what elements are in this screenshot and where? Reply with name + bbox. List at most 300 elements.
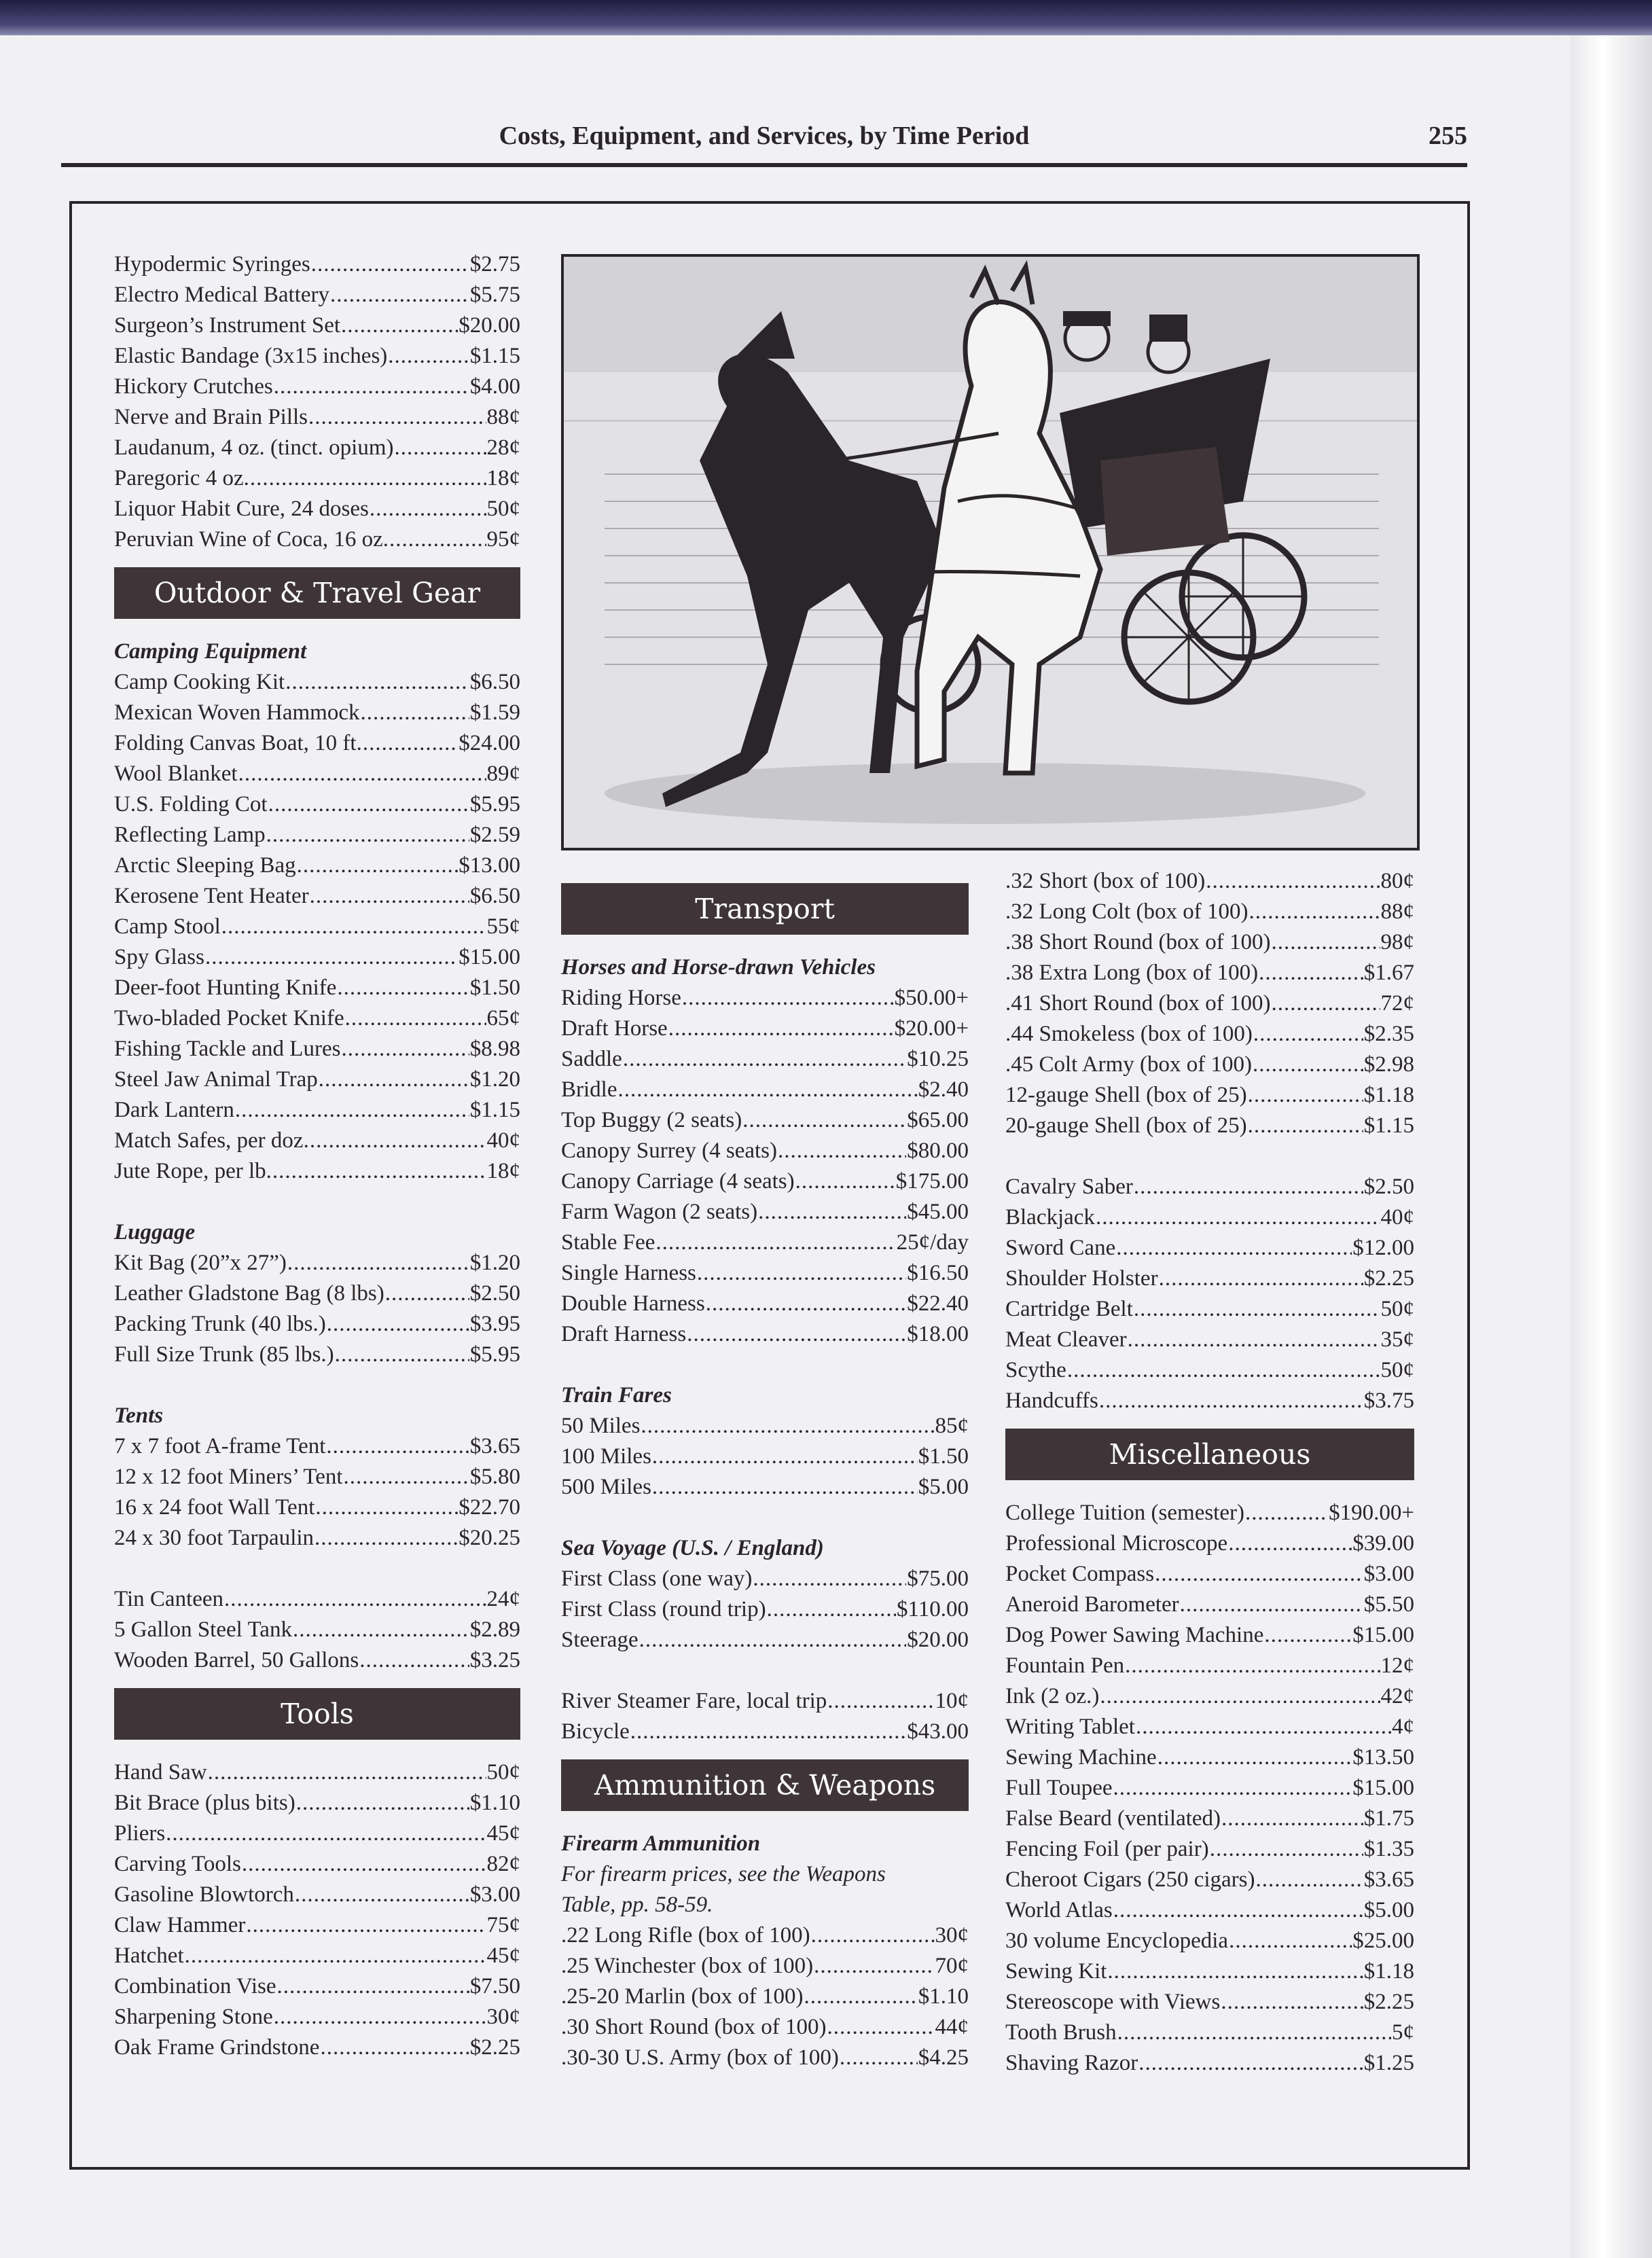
item-price: 50¢ bbox=[486, 1760, 520, 1785]
price-row-12-gauge-shell-box-of-25 bbox=[1005, 1080, 1414, 1111]
spacer bbox=[561, 1350, 969, 1380]
price-row-meat-cleaver bbox=[1005, 1325, 1414, 1355]
item-label: Claw Hammer bbox=[114, 1913, 246, 1937]
price-row-draft-horse bbox=[561, 1014, 969, 1044]
item-price: 25¢/day bbox=[896, 1230, 969, 1255]
item-label: Packing Trunk (40 lbs.) bbox=[114, 1312, 326, 1336]
spacer bbox=[114, 1370, 520, 1401]
item-label: World Atlas bbox=[1005, 1898, 1113, 1922]
dot-leader bbox=[1264, 1620, 1352, 1651]
item-price: $12.00 bbox=[1352, 1236, 1414, 1260]
dot-leader bbox=[767, 1594, 896, 1625]
item-label: Folding Canvas Boat, 10 ft. bbox=[114, 731, 362, 755]
price-row-combination-vise bbox=[114, 1971, 520, 2002]
item-price: $10.25 bbox=[907, 1047, 969, 1071]
price-row-25-20-marlin-box-of-100 bbox=[561, 1982, 969, 2012]
item-label: Match Safes, per doz. bbox=[114, 1128, 309, 1153]
item-label: Cartridge Belt bbox=[1005, 1297, 1133, 1321]
dot-leader bbox=[224, 1584, 486, 1615]
dot-leader bbox=[668, 1014, 894, 1044]
price-row-paregoric-4-oz bbox=[114, 463, 520, 494]
price-row-30-30-u-s-army-box-of-100 bbox=[561, 2043, 969, 2073]
item-price: $2.59 bbox=[469, 823, 520, 847]
carriage-drawing bbox=[564, 257, 1417, 848]
dot-leader bbox=[274, 2002, 486, 2032]
dot-leader bbox=[706, 1289, 907, 1319]
dot-leader bbox=[295, 1880, 469, 1910]
dot-leader bbox=[310, 1126, 486, 1156]
dot-leader bbox=[1228, 1528, 1352, 1559]
item-price: $1.50 bbox=[918, 1444, 969, 1469]
price-row-tin-canteen bbox=[114, 1584, 520, 1615]
item-price: $75.00 bbox=[907, 1566, 969, 1591]
dot-leader bbox=[388, 341, 469, 372]
dot-leader bbox=[308, 402, 486, 433]
item-label: Full Size Trunk (85 lbs.) bbox=[114, 1342, 334, 1367]
price-row-30-volume-encyclopedia bbox=[1005, 1926, 1414, 1956]
item-price: $50.00+ bbox=[894, 986, 969, 1010]
item-price: 18¢ bbox=[486, 466, 520, 490]
price-row-electro-medical-battery bbox=[114, 280, 520, 310]
item-label: .25 Winchester (box of 100) bbox=[561, 1954, 814, 1978]
column-right bbox=[1005, 866, 1414, 2079]
item-price: $20.00 bbox=[459, 313, 520, 338]
item-price: $3.75 bbox=[1363, 1388, 1414, 1413]
dot-leader bbox=[1116, 1233, 1352, 1264]
item-label: Handcuffs bbox=[1005, 1388, 1098, 1413]
item-label: 20-gauge Shell (box of 25) bbox=[1005, 1113, 1247, 1138]
price-row-sewing-machine bbox=[1005, 1742, 1414, 1773]
item-price: $2.35 bbox=[1363, 1022, 1414, 1046]
item-label: Two-bladed Pocket Knife bbox=[114, 1006, 344, 1031]
dot-leader bbox=[1067, 1355, 1380, 1386]
item-price: $1.20 bbox=[469, 1067, 520, 1092]
dot-leader bbox=[758, 1197, 906, 1227]
dot-leader bbox=[827, 2012, 935, 2043]
dot-leader bbox=[811, 1920, 935, 1951]
price-row-100-miles bbox=[561, 1441, 969, 1472]
item-label: Blackjack bbox=[1005, 1205, 1095, 1230]
price-row-false-beard-ventilated bbox=[1005, 1804, 1414, 1834]
item-price: 85¢ bbox=[935, 1414, 969, 1438]
item-label: Writing Tablet bbox=[1005, 1715, 1135, 1739]
item-label: Saddle bbox=[561, 1047, 622, 1071]
item-label: 5 Gallon Steel Tank bbox=[114, 1617, 292, 1642]
dot-leader bbox=[1107, 1956, 1363, 1987]
price-row-tooth-brush bbox=[1005, 2018, 1414, 2048]
price-row-world-atlas bbox=[1005, 1895, 1414, 1926]
item-label: Combination Vise bbox=[114, 1974, 276, 1999]
dot-leader bbox=[1155, 1559, 1363, 1590]
item-price: $7.50 bbox=[469, 1974, 520, 1999]
item-price: $4.25 bbox=[918, 2045, 969, 2070]
price-row-claw-hammer bbox=[114, 1910, 520, 1941]
price-row-nerve-and-brain-pills bbox=[114, 402, 520, 433]
item-price: $6.50 bbox=[469, 884, 520, 908]
price-row-leather-gladstone-bag-8-lbs bbox=[114, 1278, 520, 1309]
item-label: Professional Microscope bbox=[1005, 1531, 1228, 1556]
price-row-5-gallon-steel-tank bbox=[114, 1615, 520, 1645]
item-label: Hatchet bbox=[114, 1943, 184, 1968]
item-label: Kit Bag (20”x 27”) bbox=[114, 1251, 287, 1275]
dot-leader bbox=[319, 1064, 469, 1095]
item-label: Dark Lantern bbox=[114, 1098, 234, 1122]
price-row-saddle bbox=[561, 1044, 969, 1075]
item-price: $20.25 bbox=[459, 1526, 520, 1550]
reference-note: Table, pp. 58-59. bbox=[561, 1893, 713, 1917]
item-price: 42¢ bbox=[1380, 1684, 1414, 1708]
item-label: Nerve and Brain Pills bbox=[114, 405, 308, 429]
item-price: $3.95 bbox=[469, 1312, 520, 1336]
price-row-50-miles bbox=[561, 1411, 969, 1441]
item-price: $1.18 bbox=[1363, 1959, 1414, 1984]
item-label: Deer-foot Hunting Knife bbox=[114, 975, 337, 1000]
item-label: .30 Short Round (box of 100) bbox=[561, 2015, 827, 2039]
item-label: 24 x 30 foot Tarpaulin bbox=[114, 1526, 315, 1550]
item-price: $2.25 bbox=[469, 2035, 520, 2060]
item-price: $1.15 bbox=[1363, 1113, 1414, 1138]
item-price: $1.10 bbox=[918, 1984, 969, 2009]
item-label: Sewing Machine bbox=[1005, 1745, 1157, 1770]
item-price: $15.00 bbox=[1352, 1623, 1414, 1647]
price-row-first-class-one-way bbox=[561, 1564, 969, 1594]
dot-leader bbox=[641, 1411, 934, 1441]
subsection-title-sea-voyage-u-s-england: Sea Voyage (U.S. / England) bbox=[561, 1536, 824, 1560]
item-label: Hickory Crutches bbox=[114, 374, 273, 399]
item-price: 98¢ bbox=[1380, 930, 1414, 954]
item-price: $1.20 bbox=[469, 1251, 520, 1275]
item-label: U.S. Folding Cot bbox=[114, 792, 268, 817]
item-price: $3.65 bbox=[1363, 1867, 1414, 1892]
dot-leader bbox=[208, 1757, 486, 1788]
item-price: $1.10 bbox=[469, 1791, 520, 1815]
price-row-scythe bbox=[1005, 1355, 1414, 1386]
item-price: $6.50 bbox=[469, 670, 520, 694]
spacer bbox=[561, 1503, 969, 1533]
price-row-draft-harness bbox=[561, 1319, 969, 1350]
item-label: River Steamer Fare, local trip bbox=[561, 1689, 827, 1713]
item-label: Pocket Compass bbox=[1005, 1562, 1155, 1586]
dot-leader bbox=[296, 1788, 469, 1818]
price-row-fountain-pen bbox=[1005, 1651, 1414, 1681]
item-price: $25.00 bbox=[1352, 1929, 1414, 1953]
price-row-folding-canvas-boat-10-ft bbox=[114, 728, 520, 759]
dot-leader bbox=[682, 983, 894, 1014]
item-label: Wool Blanket bbox=[114, 761, 238, 786]
item-label: Camp Stool bbox=[114, 914, 221, 939]
dot-leader bbox=[1096, 1202, 1380, 1233]
dot-leader bbox=[277, 1971, 469, 2002]
item-label: Shoulder Holster bbox=[1005, 1266, 1158, 1291]
item-price: 40¢ bbox=[1380, 1205, 1414, 1230]
item-label: Hand Saw bbox=[114, 1760, 207, 1785]
item-price: $8.98 bbox=[469, 1037, 520, 1061]
price-row-fencing-foil-per-pair bbox=[1005, 1834, 1414, 1865]
item-label: College Tuition (semester) bbox=[1005, 1501, 1244, 1525]
price-row-24-x-30-foot-tarpaulin bbox=[114, 1523, 520, 1554]
item-price: $80.00 bbox=[907, 1139, 969, 1163]
price-row-pocket-compass bbox=[1005, 1559, 1414, 1590]
price-row-fishing-tackle-and-lures bbox=[114, 1034, 520, 1064]
section-heading-outdoor-travel-gear: Outdoor & Travel Gear bbox=[114, 567, 520, 619]
price-row-12-x-12-foot-miners-tent bbox=[114, 1462, 520, 1492]
price-row-steerage bbox=[561, 1625, 969, 1655]
page-number: 255 bbox=[1429, 122, 1467, 150]
item-price: $15.00 bbox=[1352, 1776, 1414, 1800]
item-label: Reflecting Lamp bbox=[114, 823, 266, 847]
dot-leader bbox=[221, 912, 486, 942]
item-price: $190.00+ bbox=[1329, 1501, 1414, 1525]
item-price: $13.50 bbox=[1352, 1745, 1414, 1770]
dot-leader bbox=[652, 1441, 918, 1472]
item-price: $45.00 bbox=[907, 1200, 969, 1224]
item-price: 18¢ bbox=[486, 1159, 520, 1183]
dot-leader bbox=[285, 667, 469, 698]
item-price: 40¢ bbox=[486, 1128, 520, 1153]
price-row-college-tuition-semester bbox=[1005, 1498, 1414, 1528]
price-row-wooden-barrel-50-gallons bbox=[114, 1645, 520, 1676]
item-label: Stable Fee bbox=[561, 1230, 656, 1255]
price-row-laudanum-4-oz-tinct-opium bbox=[114, 433, 520, 463]
spacer bbox=[114, 1554, 520, 1584]
price-row-reflecting-lamp bbox=[114, 820, 520, 850]
item-label: Mexican Woven Hammock bbox=[114, 700, 360, 725]
item-label: Laudanum, 4 oz. (tinct. opium) bbox=[114, 435, 394, 460]
price-row-full-toupee bbox=[1005, 1773, 1414, 1804]
dot-leader bbox=[697, 1258, 906, 1289]
item-label: Carving Tools bbox=[114, 1852, 241, 1876]
dot-leader bbox=[287, 1248, 469, 1278]
dot-leader bbox=[311, 249, 469, 280]
price-row-u-s-folding-cot bbox=[114, 789, 520, 820]
dot-leader bbox=[804, 1982, 918, 2012]
item-price: $24.00 bbox=[459, 731, 520, 755]
item-label: Spy Glass bbox=[114, 945, 204, 969]
price-row-32-short-box-of-100 bbox=[1005, 866, 1414, 897]
item-price: 10¢ bbox=[935, 1689, 969, 1713]
item-label: Arctic Sleeping Bag bbox=[114, 853, 296, 878]
item-label: Bicycle bbox=[561, 1719, 630, 1744]
item-price: $20.00 bbox=[907, 1628, 969, 1652]
item-label: .25-20 Marlin (box of 100) bbox=[561, 1984, 804, 2009]
item-price: $2.50 bbox=[1363, 1175, 1414, 1199]
price-row-mexican-woven-hammock bbox=[114, 698, 520, 728]
item-price: $1.25 bbox=[1363, 2051, 1414, 2075]
item-label: Jute Rope, per lb. bbox=[114, 1159, 272, 1183]
item-label: Dog Power Sawing Machine bbox=[1005, 1623, 1264, 1647]
price-row-38-short-round-box-of-100 bbox=[1005, 927, 1414, 958]
price-row-spy-glass bbox=[114, 942, 520, 973]
running-title: Costs, Equipment, and Services, by Time Period bbox=[499, 122, 1030, 150]
dot-leader bbox=[1253, 1019, 1363, 1050]
item-price: $18.00 bbox=[907, 1322, 969, 1346]
dot-leader bbox=[1113, 1895, 1363, 1926]
dot-leader bbox=[1125, 1651, 1380, 1681]
item-label: Fencing Foil (per pair) bbox=[1005, 1837, 1209, 1861]
dot-leader bbox=[327, 1309, 469, 1340]
item-label: Sword Cane bbox=[1005, 1236, 1116, 1260]
scan-top-band bbox=[0, 0, 1652, 35]
price-row-ink-2-oz bbox=[1005, 1681, 1414, 1712]
price-row-double-harness bbox=[561, 1289, 969, 1319]
dot-leader bbox=[326, 1431, 469, 1462]
price-row-stereoscope-with-views bbox=[1005, 1987, 1414, 2018]
price-row-liquor-habit-cure-24-doses bbox=[114, 494, 520, 524]
item-label: Cavalry Saber bbox=[1005, 1175, 1133, 1199]
item-label: Camp Cooking Kit bbox=[114, 670, 285, 694]
item-label: 50 Miles bbox=[561, 1414, 641, 1438]
price-row-hand-saw bbox=[114, 1757, 520, 1788]
item-price: $5.75 bbox=[469, 283, 520, 307]
item-price: $20.00+ bbox=[894, 1016, 969, 1041]
dot-leader bbox=[1206, 866, 1380, 897]
dot-leader bbox=[1248, 1080, 1363, 1111]
price-row-packing-trunk-40-lbs bbox=[114, 1309, 520, 1340]
price-row-aneroid-barometer bbox=[1005, 1590, 1414, 1620]
item-label: .44 Smokeless (box of 100) bbox=[1005, 1022, 1253, 1046]
item-label: Steel Jaw Animal Trap bbox=[114, 1067, 318, 1092]
item-label: Steerage bbox=[561, 1628, 639, 1652]
dot-leader bbox=[630, 1717, 906, 1747]
item-label: Aneroid Barometer bbox=[1005, 1592, 1179, 1617]
item-label: False Beard (ventilated) bbox=[1005, 1806, 1221, 1831]
dot-leader bbox=[274, 372, 469, 402]
price-row-sword-cane bbox=[1005, 1233, 1414, 1264]
item-price: $5.00 bbox=[1363, 1898, 1414, 1922]
price-row-bridle bbox=[561, 1075, 969, 1105]
item-price: 75¢ bbox=[486, 1913, 520, 1937]
price-row-bit-brace-plus-bits bbox=[114, 1788, 520, 1818]
dot-leader bbox=[185, 1941, 486, 1971]
dot-leader bbox=[238, 759, 486, 789]
item-price: $1.35 bbox=[1363, 1837, 1414, 1861]
price-row-canopy-surrey-4-seats bbox=[561, 1136, 969, 1166]
price-row-sewing-kit bbox=[1005, 1956, 1414, 1987]
dot-leader bbox=[320, 2032, 469, 2063]
item-price: 72¢ bbox=[1380, 991, 1414, 1016]
dot-leader bbox=[293, 1615, 469, 1645]
price-row-32-long-colt-box-of-100 bbox=[1005, 897, 1414, 927]
item-price: $2.25 bbox=[1363, 1266, 1414, 1291]
price-row-two-bladed-pocket-knife bbox=[114, 1003, 520, 1034]
price-row-writing-tablet bbox=[1005, 1712, 1414, 1742]
price-row-bicycle bbox=[561, 1717, 969, 1747]
item-label: 12 x 12 foot Miners’ Tent bbox=[114, 1465, 343, 1489]
dot-leader bbox=[1128, 1325, 1380, 1355]
item-price: 4¢ bbox=[1392, 1715, 1414, 1739]
horse-carriage-illustration bbox=[561, 254, 1420, 850]
item-price: $1.59 bbox=[469, 700, 520, 725]
price-row-steel-jaw-animal-trap bbox=[114, 1064, 520, 1095]
item-price: 35¢ bbox=[1380, 1327, 1414, 1352]
price-row-professional-microscope bbox=[1005, 1528, 1414, 1559]
subsection-title-firearm-ammunition: Firearm Ammunition bbox=[561, 1831, 761, 1856]
section-heading-tools: Tools bbox=[114, 1688, 520, 1740]
price-row-jute-rope-per-lb bbox=[114, 1156, 520, 1187]
item-label: .22 Long Rifle (box of 100) bbox=[561, 1923, 810, 1948]
price-row-wool-blanket bbox=[114, 759, 520, 789]
item-price: $3.65 bbox=[469, 1434, 520, 1458]
item-label: 16 x 24 foot Wall Tent bbox=[114, 1495, 315, 1520]
price-row-hypodermic-syringes bbox=[114, 249, 520, 280]
dot-leader bbox=[385, 1278, 469, 1309]
dot-leader bbox=[1272, 988, 1380, 1019]
item-label: Full Toupee bbox=[1005, 1776, 1113, 1800]
item-price: $1.15 bbox=[469, 344, 520, 368]
price-row-cavalry-saber bbox=[1005, 1172, 1414, 1202]
item-price: $1.67 bbox=[1363, 961, 1414, 985]
page-header bbox=[61, 121, 1467, 167]
item-price: $3.25 bbox=[469, 1648, 520, 1672]
price-row-hatchet bbox=[114, 1941, 520, 1971]
price-row-7-x-7-foot-a-frame-tent bbox=[114, 1431, 520, 1462]
dot-leader bbox=[1221, 1804, 1363, 1834]
dot-leader bbox=[363, 728, 458, 759]
dot-leader bbox=[742, 1105, 906, 1136]
dot-leader bbox=[1134, 1294, 1380, 1325]
item-label: .32 Long Colt (box of 100) bbox=[1005, 899, 1249, 924]
price-row-500-miles bbox=[561, 1472, 969, 1503]
dot-leader bbox=[656, 1227, 895, 1258]
dot-leader bbox=[344, 1462, 469, 1492]
dot-leader bbox=[297, 850, 459, 881]
item-price: 80¢ bbox=[1380, 869, 1414, 893]
dot-leader bbox=[166, 1818, 486, 1849]
item-label: Farm Wagon (2 seats) bbox=[561, 1200, 758, 1224]
dot-leader bbox=[250, 463, 486, 494]
price-row-handcuffs bbox=[1005, 1386, 1414, 1416]
dot-leader bbox=[310, 881, 469, 912]
subsection-title-luggage: Luggage bbox=[114, 1220, 196, 1244]
item-price: $65.00 bbox=[907, 1108, 969, 1132]
section-heading-transport: Transport bbox=[561, 883, 969, 935]
dot-leader bbox=[1256, 1865, 1363, 1895]
price-row-single-harness bbox=[561, 1258, 969, 1289]
dot-leader bbox=[315, 1523, 458, 1554]
item-price: $13.00 bbox=[459, 853, 520, 878]
item-price: $15.00 bbox=[459, 945, 520, 969]
item-label: Paregoric 4 oz. bbox=[114, 466, 249, 490]
item-label: Bit Brace (plus bits) bbox=[114, 1791, 295, 1815]
price-row-river-steamer-fare-local-trip bbox=[561, 1686, 969, 1717]
item-price: $1.15 bbox=[469, 1098, 520, 1122]
dot-leader bbox=[1138, 2048, 1363, 2079]
item-label: .41 Short Round (box of 100) bbox=[1005, 991, 1271, 1016]
price-row-41-short-round-box-of-100 bbox=[1005, 988, 1414, 1019]
item-label: Gasoline Blowtorch bbox=[114, 1882, 294, 1907]
item-price: $2.89 bbox=[469, 1617, 520, 1642]
item-price: $2.50 bbox=[469, 1281, 520, 1306]
dot-leader bbox=[827, 1686, 934, 1717]
item-label: Leather Gladstone Bag (8 lbs) bbox=[114, 1281, 384, 1306]
item-label: .45 Colt Army (box of 100) bbox=[1005, 1052, 1252, 1077]
dot-leader bbox=[1249, 897, 1380, 927]
subsection-title-camping-equipment: Camping Equipment bbox=[114, 639, 307, 664]
item-label: Hypodermic Syringes bbox=[114, 252, 310, 276]
price-row-match-safes-per-doz bbox=[114, 1126, 520, 1156]
dot-leader bbox=[235, 1095, 469, 1126]
dot-leader bbox=[1099, 1386, 1363, 1416]
item-label: Tooth Brush bbox=[1005, 2020, 1117, 2045]
item-label: Shaving Razor bbox=[1005, 2051, 1138, 2075]
price-row-top-buggy-2-seats bbox=[561, 1105, 969, 1136]
item-label: Tin Canteen bbox=[114, 1587, 224, 1611]
item-label: Bridle bbox=[561, 1077, 617, 1102]
item-label: Draft Horse bbox=[561, 1016, 668, 1041]
price-row-first-class-round-trip bbox=[561, 1594, 969, 1625]
subsection-title-train-fares: Train Fares bbox=[561, 1383, 672, 1408]
item-price: $3.00 bbox=[1363, 1562, 1414, 1586]
